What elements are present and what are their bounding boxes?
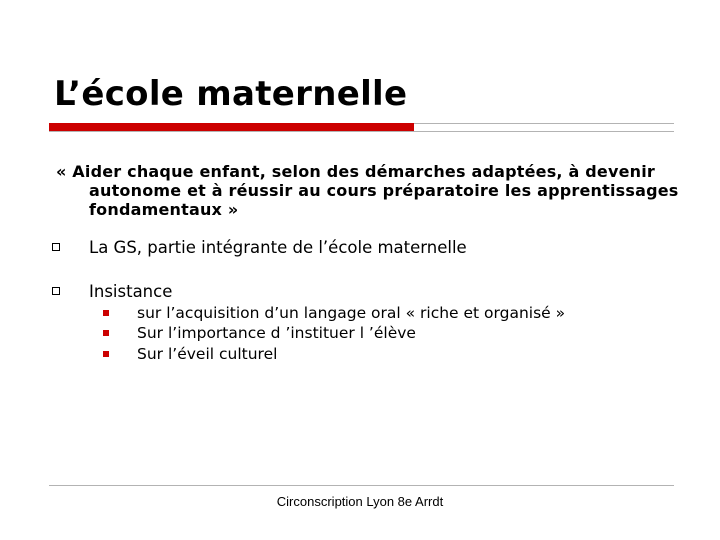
sub-bullet-text: Sur l’éveil culturel: [137, 345, 278, 363]
bullet-text: Insistance: [89, 282, 173, 301]
footer-rule: [49, 485, 674, 486]
footer-text: Circonscription Lyon 8e Arrdt: [276, 494, 444, 509]
hollow-square-bullet-icon: [52, 243, 60, 251]
sub-bullet-text: sur l’acquisition d’un langage oral « riche et organisé »: [137, 304, 566, 322]
bullet-text: La GS, partie intégrante de l’école maternelle: [89, 238, 467, 257]
red-square-bullet-icon: [103, 330, 109, 336]
red-square-bullet-icon: [103, 310, 109, 316]
hollow-square-bullet-icon: [52, 287, 60, 295]
title-accent-bar: [49, 123, 414, 131]
quote-paragraph: « Aider chaque enfant, selon des démarches adaptées, à devenir autonome et à réussir au cours préparatoire les apprentissages fondamentaux »: [56, 162, 679, 219]
title-rule-under: [49, 131, 674, 132]
slide-title: L’école maternelle: [54, 74, 408, 114]
red-square-bullet-icon: [103, 351, 109, 357]
title-rule-top: [414, 123, 674, 124]
sub-bullet-text: Sur l’importance d ’instituer l ’élève: [137, 324, 416, 342]
